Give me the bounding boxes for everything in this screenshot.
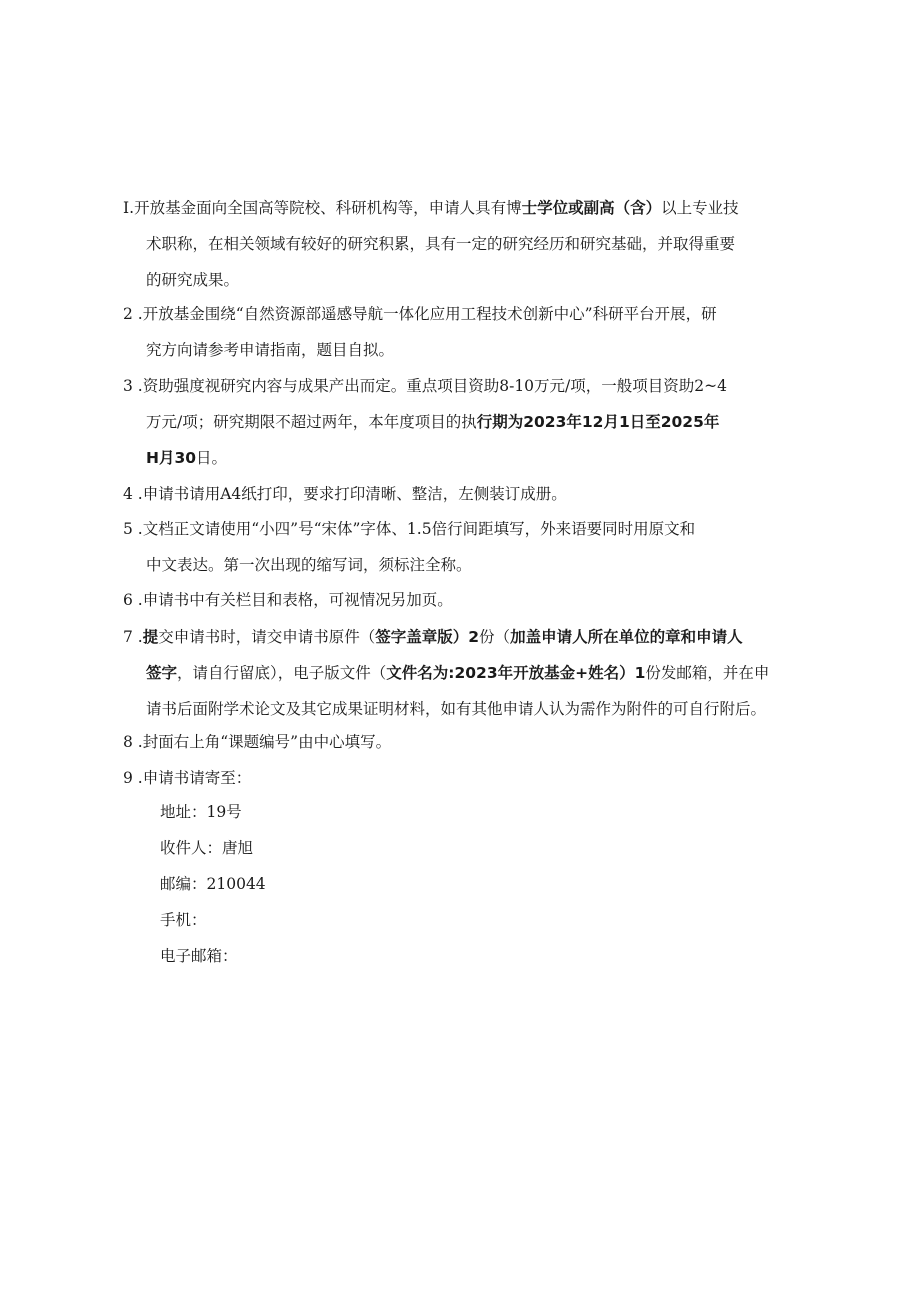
item-number: 8 . <box>123 733 143 751</box>
item-number: 3 . <box>123 377 143 395</box>
item-line <box>123 440 813 476</box>
item-text-bold: H月30 <box>146 449 197 467</box>
contact-postcode: 邮编：210044 <box>160 875 266 893</box>
instruction-item-1 <box>123 190 813 298</box>
item-line <box>123 547 813 583</box>
item-text: 资助强度视研究内容与成果产出而定。重点项目资助8-10万元/项，一般项目资助2~4 <box>142 377 727 395</box>
item-text: 中文表达。第一次出现的缩写词，须标注全称。 <box>146 556 472 574</box>
item-line <box>123 368 813 404</box>
item-line <box>123 582 813 618</box>
item-text: 申请书请用A4纸打印，要求打印清晰、整洁，左侧装订成册。 <box>142 485 567 503</box>
item-text-bold: 提 <box>142 628 159 646</box>
item-number: I. <box>123 199 135 217</box>
item-text: 份发邮箱，并在申 <box>645 664 770 682</box>
item-line <box>123 476 813 512</box>
instruction-item-4 <box>123 476 813 512</box>
item-line <box>123 511 813 547</box>
item-number: 4 . <box>123 485 143 503</box>
item-text: 万元/项；研究期限不超过两年，本年度项目的执 <box>146 413 477 431</box>
item-line <box>123 332 813 368</box>
item-text: 封面右上角“课题编号”由中心填写。 <box>142 733 392 751</box>
contact-address: 地址：19号 <box>160 803 242 821</box>
item-text: 文档正文请使用“小四”号“宋体”字体、1.5倍行间距填写，外来语要同时用原文和 <box>142 520 696 538</box>
item-line <box>123 262 813 298</box>
item-text: 究方向请参考申请指南，题目自拟。 <box>146 341 395 359</box>
item-number: 7 . <box>123 628 143 646</box>
instruction-item-8 <box>123 724 813 760</box>
item-text: 申请书中有关栏目和表格，可视情况另加页。 <box>142 591 453 609</box>
item-line <box>123 760 813 796</box>
item-text: 以上专业技 <box>661 199 739 217</box>
item-line <box>123 691 813 727</box>
item-text-bold: 签字 <box>146 664 178 682</box>
item-line <box>123 226 813 262</box>
instruction-item-9 <box>123 760 813 796</box>
item-text-bold: 行期为2023年12月1日至2025年 <box>476 413 720 431</box>
contact-email: 电子邮箱： <box>160 947 238 965</box>
item-line <box>123 190 813 226</box>
item-text-bold: 文件名为:2023年开放基金+姓名）1 <box>386 664 646 682</box>
item-number: 9 . <box>123 769 143 787</box>
item-text: 术职称，在相关领域有较好的研究积累，具有一定的研究经历和研究基础，并取得重要 <box>146 235 736 253</box>
contact-phone: 手机： <box>160 911 207 929</box>
item-text-bold: 签字盖章版）2 <box>375 628 480 646</box>
item-text: 开放基金面向全国高等院校、科研机构等，申请人具有博 <box>134 199 522 217</box>
contact-recipient: 收件人：唐旭 <box>160 839 254 857</box>
item-line <box>123 655 813 691</box>
instruction-item-3 <box>123 368 813 476</box>
item-number: 6 . <box>123 591 143 609</box>
item-text: 的研究成果。 <box>146 271 240 289</box>
item-line <box>123 296 813 332</box>
item-number: 2 . <box>123 305 143 323</box>
item-line <box>123 724 813 760</box>
item-text: ，请自行留底），电子版文件（ <box>177 664 387 682</box>
instruction-item-2 <box>123 296 813 368</box>
item-text-bold: 加盖申请人所在单位的章和申请人 <box>510 628 743 646</box>
item-text: 份（ <box>479 628 511 646</box>
item-line <box>123 619 813 655</box>
item-text: 请书后面附学术论文及其它成果证明材料，如有其他申请人认为需作为附件的可自行附后。 <box>146 700 767 718</box>
item-text: 交申请书时，请交申请书原件（ <box>158 628 376 646</box>
item-number: 5 . <box>123 520 143 538</box>
item-text: 申请书请寄至： <box>142 769 252 787</box>
item-text: 日。 <box>196 449 228 467</box>
item-text: 开放基金围绕“自然资源部遥感导航一体化应用工程技术创新中心”科研平台开展，研 <box>142 305 717 323</box>
instruction-item-6 <box>123 582 813 618</box>
item-line <box>123 404 813 440</box>
instruction-item-7 <box>123 619 813 727</box>
instruction-item-5 <box>123 511 813 583</box>
item-text-bold: 士学位或副高（含） <box>521 199 662 217</box>
